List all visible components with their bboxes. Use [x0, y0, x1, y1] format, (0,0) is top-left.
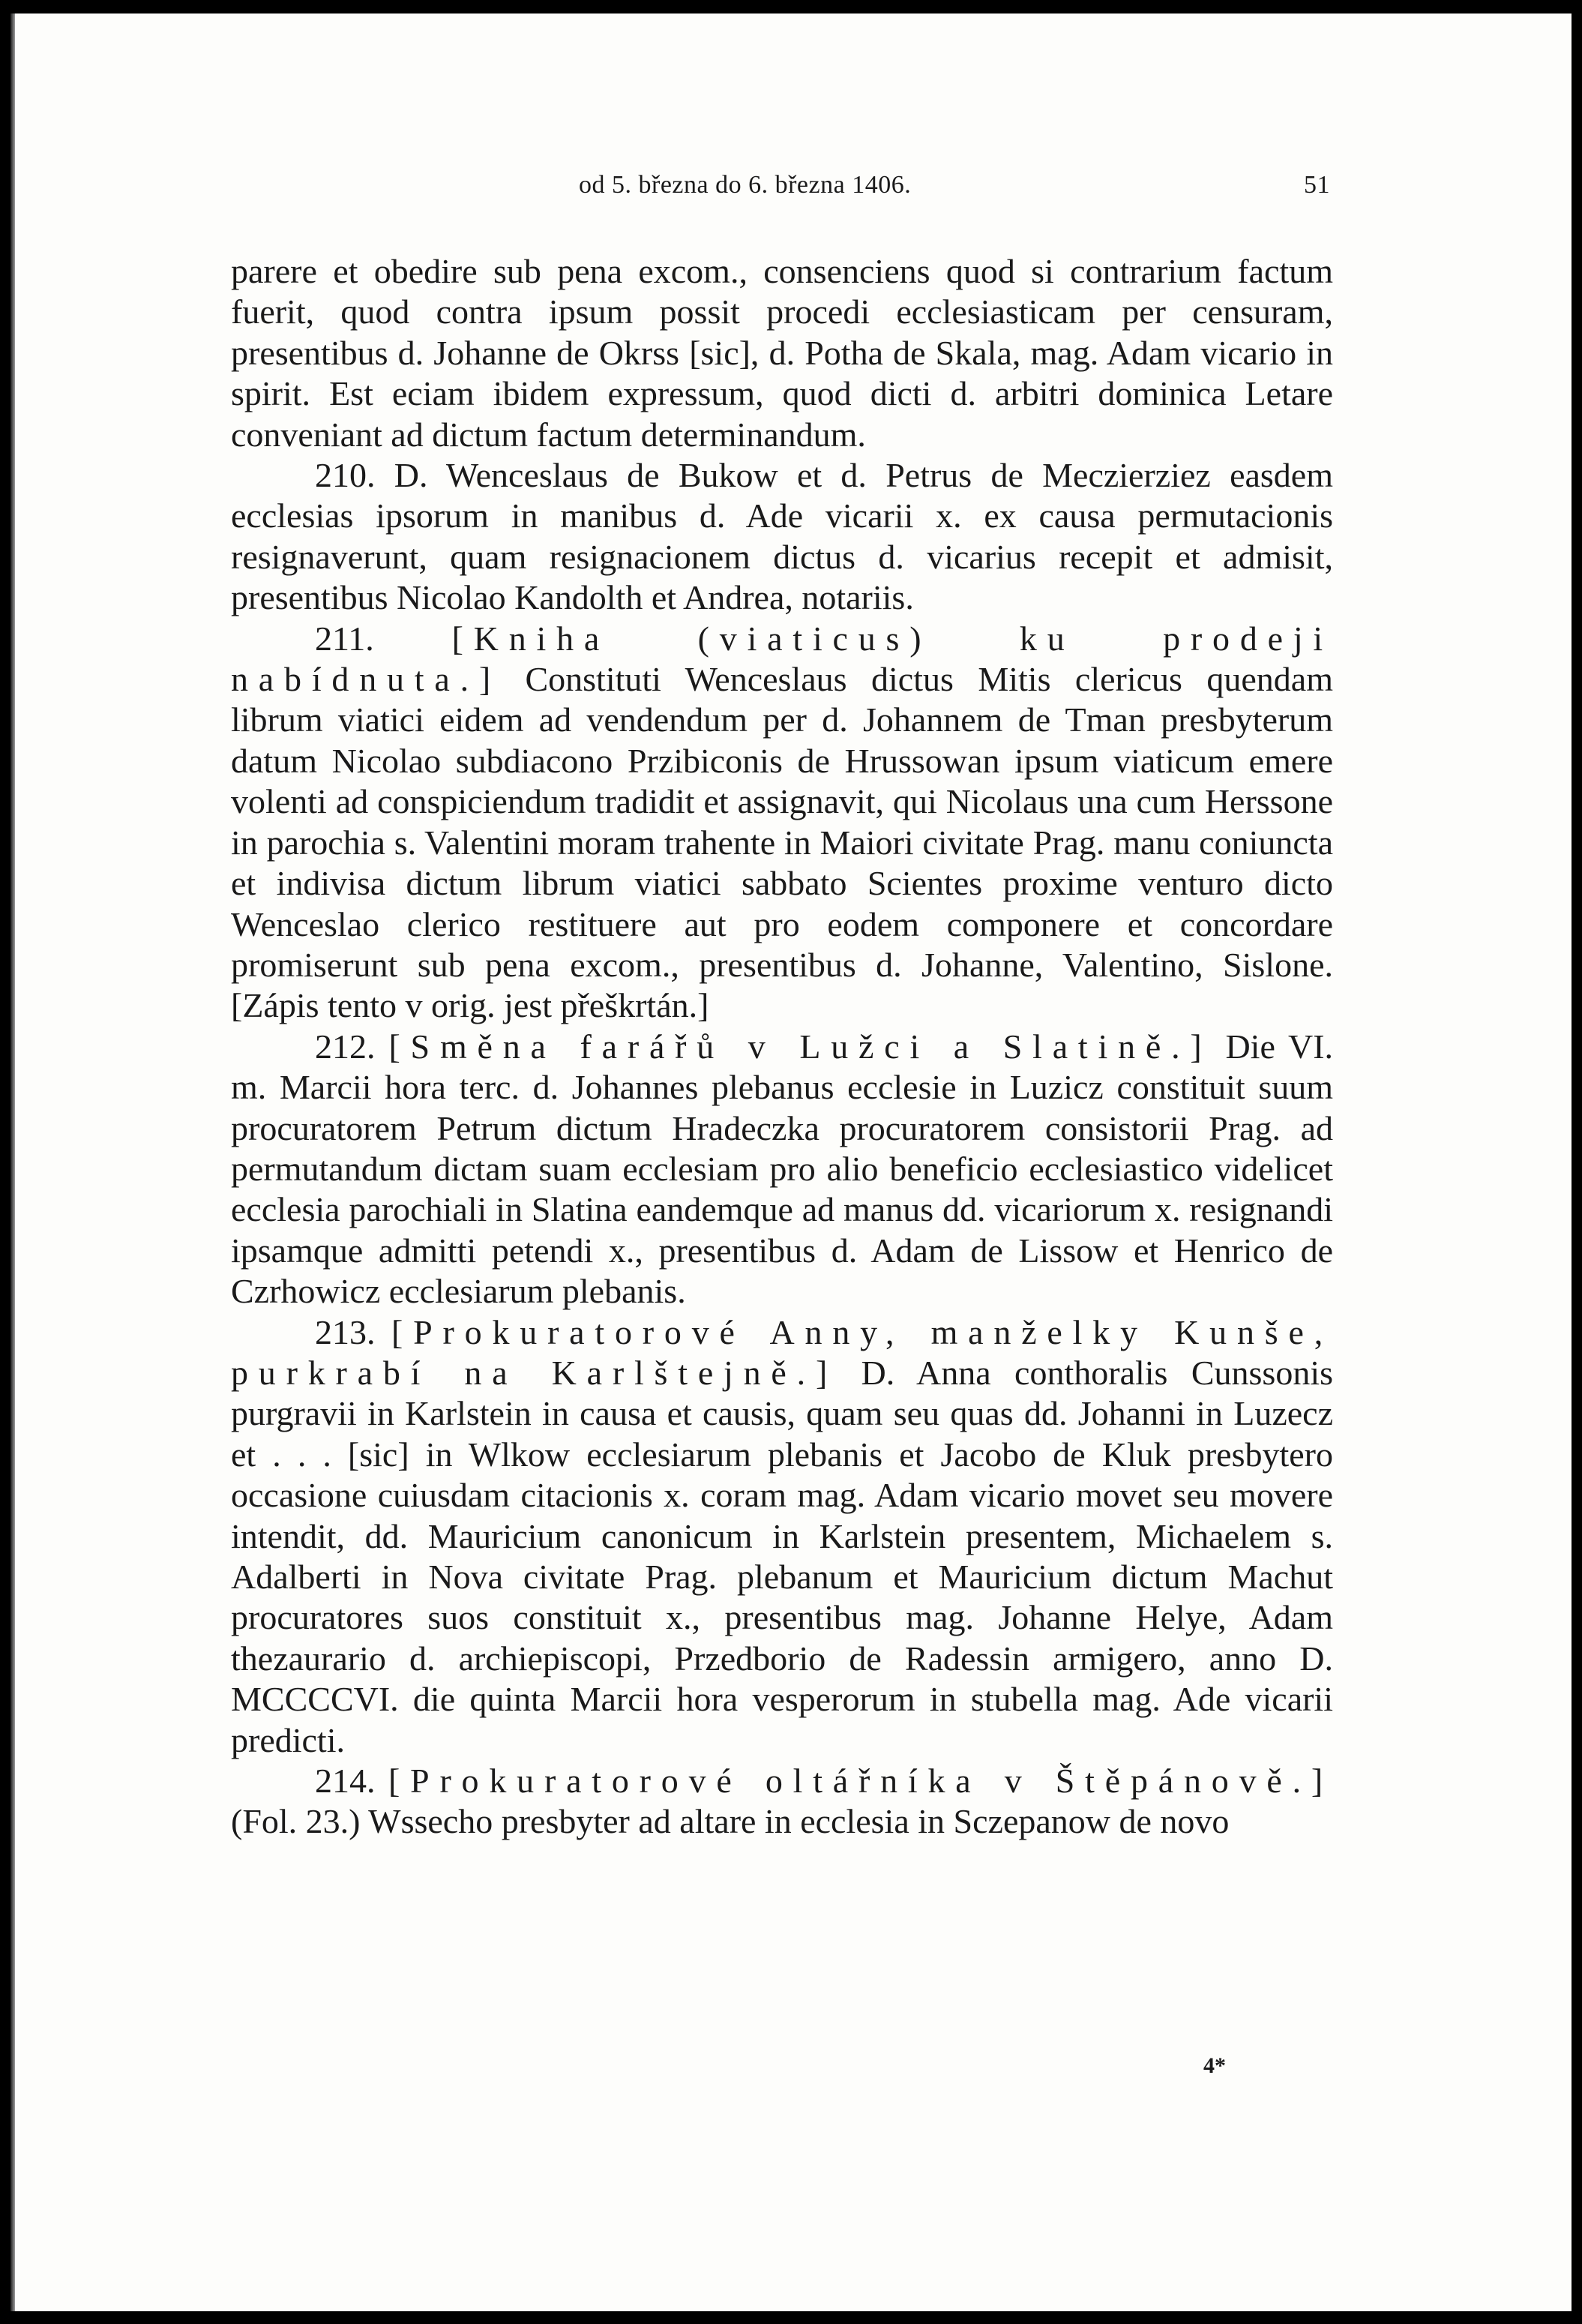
entry-heading: [Směna farářů v Lužci a Slatině.]	[388, 1027, 1212, 1066]
entry-text: Wssecho presbyter ad altare in ecclesia in Sczepanow de novo	[368, 1802, 1230, 1841]
entry-212	[231, 1027, 1333, 1312]
entry-211	[231, 619, 1333, 1027]
entry-text: D. Wenceslaus de Bukow et d. Petrus de Meczierziez easdem ecclesias ipsorum in manibus d. Ade vicarii x. ex causa permutacionis resignaverunt, quam resignacionem dictus d. vicarius recepit et admisit, presentibus Nicolao Kandolth et Andrea, notariis.	[231, 456, 1334, 617]
entry-210	[231, 455, 1333, 619]
entry-number: 214.	[315, 1762, 376, 1801]
entry-heading: [Prokuratorové Anny, manželky Kunše, purkrabí na Karlštejně.]	[231, 1312, 1333, 1392]
entry-heading: [Kniha (viaticus) ku prodeji nabídnuta.]	[231, 619, 1333, 699]
signature-mark: 4*	[1203, 2053, 1226, 2078]
entry-213	[231, 1312, 1333, 1761]
entry-text: D. Anna conthoralis Cunssonis purgravii in Karlstein in causa et causis, quam seu quas dd. Johanni in Luzecz et . . . [sic] in Wlkow ecclesiarum plebanis et Jacobo de Kluk presbytero occasione cuiusdam citacionis x. coram mag. Adam vicario movet seu movere intendit, dd. Mauricium canonicum in Karlstein presentem, Michaelem s. Adalberti in Nova civitate Prag. plebanum et Mauricium dictum Machut procuratores suos constituit x., presentibus mag. Johanne Helye, Adam thezaurario d. archiepiscopi, Przedborio de Radessin armigero, anno D. MCCCCVI. die quinta Marcii hora vesperorum in stubella mag. Ade vicarii predicti.	[231, 1353, 1333, 1759]
entry-continuation	[231, 251, 1333, 455]
entry-214	[231, 1761, 1333, 1843]
entry-number: 213.	[315, 1312, 376, 1351]
entry-text: Die VI. m. Marcii hora terc. d. Johannes plebanus ecclesie in Luzicz constituit suum procuratorem Petrum dictum Hradeczka procuratorem consistorii Prag. ad permutandum dictam suam ecclesiam pro alio beneficio ecclesiastico videlicet ecclesia parochiali in Slatina eandemque ad manus dd. vicariorum x. resignandi ipsamque admitti petendi x., presentibus d. Adam de Lissow et Henrico de Czrhowicz ecclesiarum plebanis.	[231, 1027, 1334, 1311]
entry-number: 210.	[315, 456, 376, 495]
entry-text: Constituti Wenceslaus dictus Mitis clericus quendam librum viatici eidem ad vendendum per d. Johannem de Tman presbyterum datum Nicolao subdiacono Przibiconis de Hrussowan ipsum viaticum emere volenti ad conspiciendum tradidit et assignavit, qui Nicolaus una cum Herssone in parochia s. Valentini moram trahente in Maiori civitate Prag. manu coniuncta et indivisa dictum librum viatici sabbato Scientes proxime venturo dicto Wenceslao clerico restituere aut pro eodem componere et concordare promiserunt sub pena excom., presentibus d. Johanne, Valentino, Sislone. [Zápis tento v orig. jest přeškrtán.]	[231, 660, 1334, 1025]
entry-text: parere et obedire sub pena excom., consenciens quod si contrarium factum fuerit, quod contra ipsum possit procedi ecclesiasticam per censuram, presentibus d. Johanne de Okrss [sic], d. Potha de Skala, mag. Adam vicario in spirit. Est eciam ibidem expressum, quod dicti d. arbitri dominica Letare conveniant ad dictum factum determinandum.	[231, 252, 1333, 454]
page-number: 51	[1304, 171, 1330, 199]
entry-heading: [Prokuratorové oltářníka v Štěpánově.]	[388, 1762, 1334, 1801]
running-head: od 5. března do 6. března 1406.	[579, 171, 912, 199]
entry-number: 212.	[315, 1027, 376, 1066]
page-header	[525, 171, 1350, 208]
text-block	[231, 251, 1333, 1843]
spine-edge	[10, 13, 15, 2311]
folio-reference: (Fol. 23.)	[231, 1802, 361, 1841]
entry-number: 211.	[315, 619, 374, 658]
